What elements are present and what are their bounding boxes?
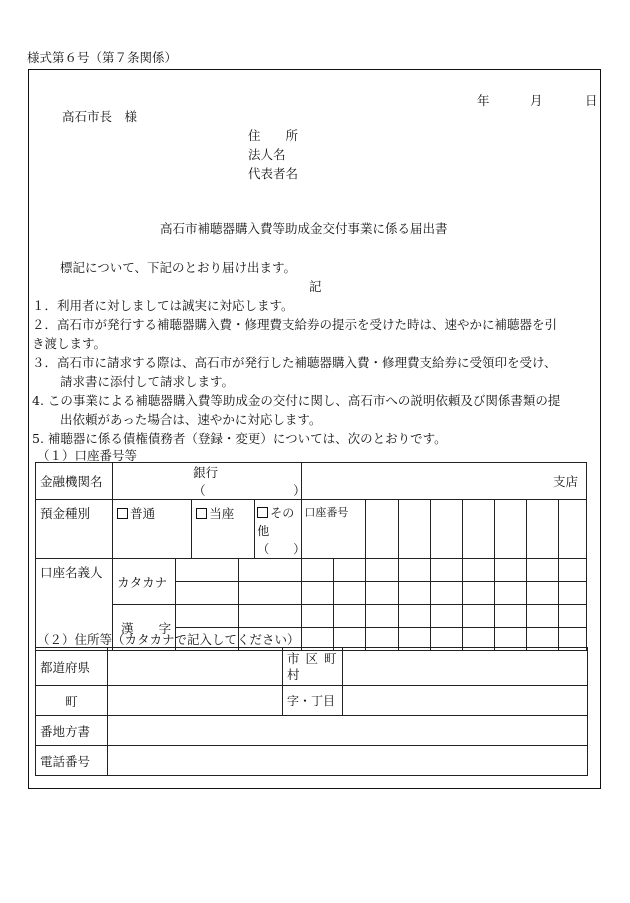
katakana-cell[interactable]	[302, 582, 334, 605]
kanji-cell[interactable]	[239, 605, 302, 628]
option-current[interactable]: 当座	[192, 500, 255, 559]
holder-label: 口座名義人	[36, 559, 113, 651]
katakana-cell[interactable]	[558, 582, 586, 605]
bank-name-field[interactable]: 銀行（ ）	[113, 463, 302, 500]
address-label: 住 所	[248, 128, 299, 143]
account-number-label: 口座番号	[302, 500, 366, 559]
katakana-cell[interactable]	[526, 582, 558, 605]
kanji-cell[interactable]	[430, 605, 462, 628]
branch-field[interactable]: 支店	[302, 463, 587, 500]
aza-label: 字・丁目	[283, 686, 343, 716]
checkbox-other[interactable]	[257, 507, 268, 518]
date-day-label: 日	[585, 93, 598, 108]
intro-text: 標記について、下記のとおり届け出ます。	[60, 260, 297, 275]
option-ordinary[interactable]: 普通	[113, 500, 192, 559]
town-field[interactable]	[108, 686, 283, 716]
item-3-line2: 請求書に添付して請求します。	[60, 374, 235, 389]
deposit-type-label: 預金種別	[36, 500, 113, 559]
kanji-cell[interactable]	[176, 605, 239, 628]
katakana-cell[interactable]	[462, 582, 494, 605]
item-5: 5. 補聴器に係る債権債務者（登録・変更）については、次のとおりです。	[32, 431, 447, 446]
phone-label: 電話番号	[36, 746, 108, 776]
kanji-cell[interactable]	[462, 605, 494, 628]
item-4-line2: 出依頼があった場合は、速やかに対応します。	[60, 412, 322, 427]
address-section-title: （２）住所等（カタカナで記入してください）	[37, 632, 300, 647]
bank-table	[35, 462, 587, 651]
account-digit-1[interactable]	[366, 500, 398, 559]
account-digit-7[interactable]	[558, 500, 586, 559]
katakana-cell[interactable]	[176, 582, 239, 605]
corp-name-label: 法人名	[248, 147, 286, 162]
katakana-cell[interactable]	[176, 559, 239, 582]
account-digit-4[interactable]	[462, 500, 494, 559]
kanji-cell[interactable]	[494, 605, 526, 628]
option-other-paren: （ ）	[257, 542, 306, 556]
item-2-line1: ２．高石市が発行する補聴器購入費・修理費支給券の提示を受けた時は、速やかに補聴器を引	[32, 317, 558, 332]
institution-label: 金融機関名	[36, 463, 113, 500]
form-number: 様式第６号（第７条関係）	[27, 50, 178, 65]
city-label: 市 区 町 村	[283, 648, 343, 686]
block-label: 番地方書	[36, 716, 108, 746]
item-3-line1: ３．高石市に請求する際は、高石市が発行した補聴器購入費・修理費支給券に受領印を受け、	[32, 355, 557, 370]
katakana-cell[interactable]	[462, 559, 494, 582]
item-1: １．利用者に対しましては誠実に対応します。	[32, 298, 294, 313]
katakana-cell[interactable]	[558, 559, 586, 582]
bank-section-title: （１）口座番号等	[37, 448, 138, 463]
representative-label: 代表者名	[248, 166, 299, 181]
prefecture-label: 都道府県	[36, 648, 108, 686]
account-digit-3[interactable]	[430, 500, 462, 559]
katakana-cell[interactable]	[239, 559, 302, 582]
katakana-cell[interactable]	[302, 559, 334, 582]
kanji-cell[interactable]	[558, 605, 586, 628]
kanji-cell[interactable]	[334, 605, 366, 628]
kanji-cell[interactable]	[302, 605, 334, 628]
account-digit-5[interactable]	[494, 500, 526, 559]
addressee: 高石市長 様	[62, 109, 138, 124]
item-2-line2: き渡します。	[32, 336, 107, 351]
katakana-cell[interactable]	[334, 559, 366, 582]
katakana-cell[interactable]	[430, 582, 462, 605]
katakana-cell[interactable]	[430, 559, 462, 582]
katakana-cell[interactable]	[366, 582, 398, 605]
kanji-cell[interactable]	[526, 605, 558, 628]
date-month-label: 月	[530, 93, 543, 108]
aza-field[interactable]	[343, 686, 588, 716]
kanji-cell[interactable]	[366, 605, 398, 628]
town-label: 町	[36, 686, 108, 716]
date-year-label: 年	[477, 93, 490, 108]
account-digit-2[interactable]	[398, 500, 430, 559]
account-digit-6[interactable]	[526, 500, 558, 559]
checkbox-current[interactable]	[196, 508, 207, 519]
katakana-cell[interactable]	[239, 582, 302, 605]
katakana-cell[interactable]	[494, 559, 526, 582]
ki-label: 記	[309, 279, 322, 294]
city-field[interactable]	[343, 648, 588, 686]
item-4-line1: 4. この事業による補聴器購入費等助成金の交付に関し、高石市への説明依頼及び関係書類の提	[32, 393, 561, 408]
kanji-label: 漢 字	[113, 605, 176, 651]
address-table	[35, 647, 588, 776]
kanji-cell[interactable]	[398, 605, 430, 628]
katakana-cell[interactable]	[526, 559, 558, 582]
prefecture-field[interactable]	[108, 648, 283, 686]
katakana-cell[interactable]	[366, 559, 398, 582]
option-other[interactable]: その他 （ ）	[255, 500, 302, 559]
checkbox-ordinary[interactable]	[117, 508, 128, 519]
phone-field[interactable]	[108, 746, 588, 776]
katakana-label: カタカナ	[113, 559, 176, 605]
katakana-cell[interactable]	[398, 559, 430, 582]
katakana-cell[interactable]	[494, 582, 526, 605]
block-field[interactable]	[108, 716, 588, 746]
katakana-cell[interactable]	[398, 582, 430, 605]
page-title: 高石市補聴器購入費等助成金交付事業に係る届出書	[160, 221, 448, 236]
katakana-cell[interactable]	[334, 582, 366, 605]
